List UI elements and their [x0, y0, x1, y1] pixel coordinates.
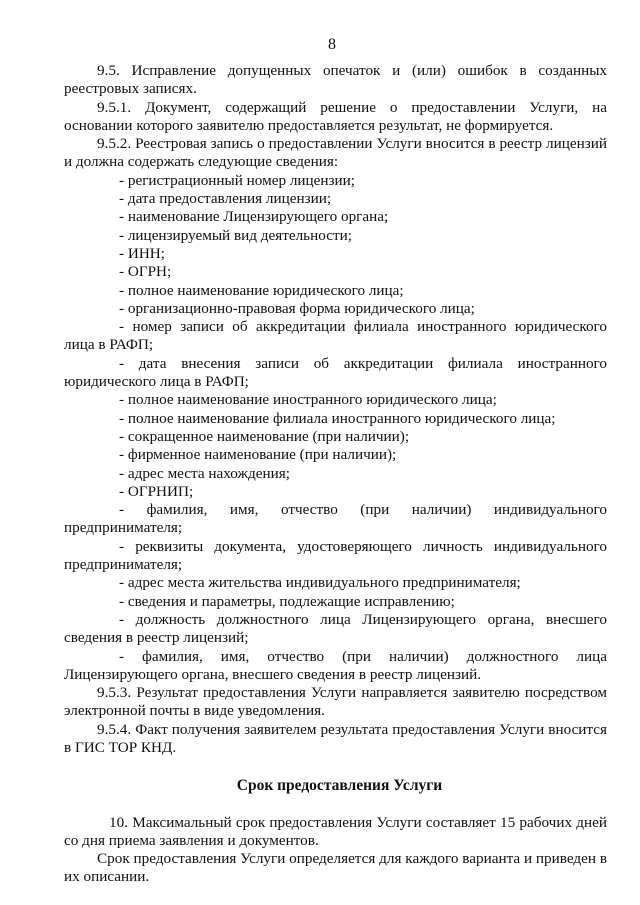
section-heading: Срок предоставления Услуги — [236, 777, 443, 795]
list-item: - фамилия, имя, отчество (при наличии) индивидуального предпринимателя; — [64, 501, 607, 537]
list-item: - полное наименование иностранного юридического лица; — [119, 391, 497, 409]
list-item: - ОГРНИП; — [119, 482, 194, 500]
list-item: - организационно-правовая форма юридического лица; — [119, 299, 475, 317]
list-item: - дата предоставления лицензии; — [119, 190, 332, 208]
list-item: - фирменное наименование (при наличии); — [119, 446, 397, 464]
list-item: - фамилия, имя, отчество (при наличии) должностного лица Лицензирующего органа, внесшего сведения в реестр лицензий. — [64, 647, 607, 683]
list-item: - полное наименование юридического лица; — [119, 281, 404, 299]
paragraph-term-note: Срок предоставления Услуги определяется для каждого варианта и приведен в их описании. — [64, 850, 607, 886]
paragraph-9-5-1: 9.5.1. Документ, содержащий решение о предоставлении Услуги, на основании которого заявителю предоставляется результат, не формируется. — [64, 98, 607, 134]
list-item: - ИНН; — [119, 244, 165, 262]
list-item: - полное наименование филиала иностранного юридического лица; — [119, 409, 556, 427]
list-item: - адрес места нахождения; — [119, 464, 290, 482]
list-item: - сведения и параметры, подлежащие исправлению; — [119, 592, 455, 610]
list-item: - номер записи об аккредитации филиала иностранного юридического лица в РАФП; — [64, 318, 607, 354]
document-body — [64, 62, 607, 887]
registry-record-fields-list — [64, 172, 607, 684]
paragraph-9-5-3: 9.5.3. Результат предоставления Услуги направляется заявителю посредством электронной почты в виде уведомления. — [64, 684, 607, 720]
list-item: - сокращенное наименование (при наличии); — [119, 427, 410, 445]
list-item: - адрес места жительства индивидуального предпринимателя; — [119, 574, 521, 592]
list-item: - должность должностного лица Лицензирующего органа, внесшего сведения в реестр лицензий; — [64, 610, 607, 647]
list-item: - ОГРН; — [119, 263, 172, 281]
list-item: - регистрационный номер лицензии; — [119, 171, 356, 189]
list-item: - реквизиты документа, удостоверяющего личность индивидуального предпринимателя; — [64, 537, 607, 574]
page-number: 8 — [328, 36, 336, 53]
paragraph-9-5-4: 9.5.4. Факт получения заявителем результата предоставления Услуги вносится в ГИС ТОР КНД. — [64, 720, 607, 756]
paragraph-9-5: 9.5. Исправление допущенных опечаток и (или) ошибок в созданных реестровых записях. — [64, 62, 607, 98]
list-item: - наименование Лицензирующего органа; — [119, 208, 389, 226]
list-item: - лицензируемый вид деятельности; — [119, 226, 352, 244]
list-item: - дата внесения записи об аккредитации филиала иностранного юридического лица в РАФП; — [64, 354, 607, 391]
paragraph-9-5-2: 9.5.2. Реестровая запись о предоставлении Услуги вносится в реестр лицензий и должна содержать следующие сведения: — [64, 135, 607, 171]
paragraph-10: 10. Максимальный срок предоставления Услуги составляет 15 рабочих дней со дня приема заявления и документов. — [64, 813, 607, 849]
